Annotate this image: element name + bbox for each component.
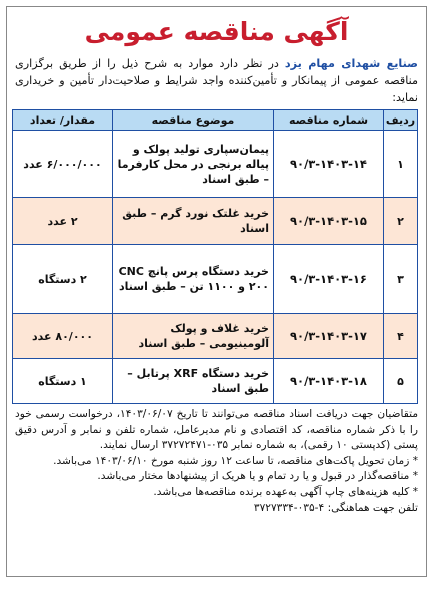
table-row	[13, 314, 418, 359]
tender-number: ۹۰/۳-۱۴۰۳-۱۷	[274, 314, 384, 359]
tender-subject: پیمان‌سپاری تولید پولک و پیاله برنجی در محل کارفرما – طبق اسناد	[113, 131, 274, 198]
note-document-request: متقاضیان جهت دریافت اسناد مناقصه می‌توانند تا تاریخ ۱۴۰۳/۰۶/۰۷، درخواست رسمی خود را با ذکر شماره مناقصه، کد اقتصادی و نام مدیرعامل، شماره تلفن و نمابر و آدرس دقیق پستی (کدپستی ۱۰ رقمی)، به شماره نمابر ۰۳۵-۳۷۲۷۲۴۷۱ ارسال نمایند.	[15, 408, 418, 452]
tender-quantity: ۲ دستگاه	[13, 245, 113, 314]
row-number: ۲	[384, 198, 418, 245]
tender-quantity: ۸۰/۰۰۰ عدد	[13, 314, 113, 359]
tender-number: ۹۰/۳-۱۴۰۳-۱۸	[274, 359, 384, 404]
tender-quantity: ۱ دستگاه	[13, 359, 113, 404]
row-number: ۵	[384, 359, 418, 404]
tender-notice	[6, 6, 427, 577]
note-rights-reserved: * مناقصه‌گذار در قبول و یا رد تمام و یا هریک از پیشنهادها مختار می‌باشد.	[97, 470, 418, 483]
tender-subject: خرید دستگاه XRF پرتابل – طبق اسناد	[113, 359, 274, 404]
header-subject: موضوع مناقصه	[113, 110, 274, 131]
tender-number: ۹۰/۳-۱۴۰۳-۱۵	[274, 198, 384, 245]
note-submission-deadline: * زمان تحویل پاکت‌های مناقصه، تا ساعت ۱۲ روز شنبه مورخ ۱۴۰۳/۰۶/۱۰ می‌باشد.	[53, 454, 418, 467]
tender-table	[12, 109, 418, 404]
tender-subject: خرید دستگاه پرس پانچ CNC ۲۰۰ و ۱۱۰۰ تن – طبق اسناد	[113, 245, 274, 314]
note-ad-costs: * کلیه هزینه‌های چاپ آگهی به‌عهده برنده مناقصه‌ها می‌باشد.	[153, 485, 418, 498]
notes-section	[7, 404, 426, 516]
table-row	[13, 198, 418, 245]
row-number: ۳	[384, 245, 418, 314]
table-row	[13, 131, 418, 198]
intro-paragraph	[7, 55, 426, 109]
header-quantity: مقدار/ تعداد	[13, 110, 113, 131]
company-name: صنایع شهدای مهام یزد	[284, 57, 418, 70]
tender-number: ۹۰/۳-۱۴۰۳-۱۶	[274, 245, 384, 314]
tender-quantity: ۲ عدد	[13, 198, 113, 245]
header-row-number: ردیف	[384, 110, 418, 131]
tender-subject: خرید غلتک نورد گرم – طبق اسناد	[113, 198, 274, 245]
tender-subject: خرید غلاف و پولک آلومینیومی – طبق اسناد	[113, 314, 274, 359]
notice-title: آگهی مناقصه عمومی	[84, 17, 349, 46]
table-row	[13, 359, 418, 404]
intro-text: در نظر دارد موارد به شرح ذیل را از طریق برگزاری مناقصه عمومی از پیمانکار و تأمین‌کننده واجد شرایط و صلاحیت‌دار تأمین و خریداری نماید:	[15, 57, 418, 104]
tender-quantity: ۶/۰۰۰/۰۰۰ عدد	[13, 131, 113, 198]
header-tender-number: شماره مناقصه	[274, 110, 384, 131]
note-contact-phone: تلفن جهت هماهنگی: ۴-۰۳۵-۳۷۲۷۳۳۴	[253, 501, 418, 514]
table-row	[13, 245, 418, 314]
row-number: ۱	[384, 131, 418, 198]
table-header-row	[13, 110, 418, 131]
tender-number: ۹۰/۳-۱۴۰۳-۱۴	[274, 131, 384, 198]
row-number: ۴	[384, 314, 418, 359]
